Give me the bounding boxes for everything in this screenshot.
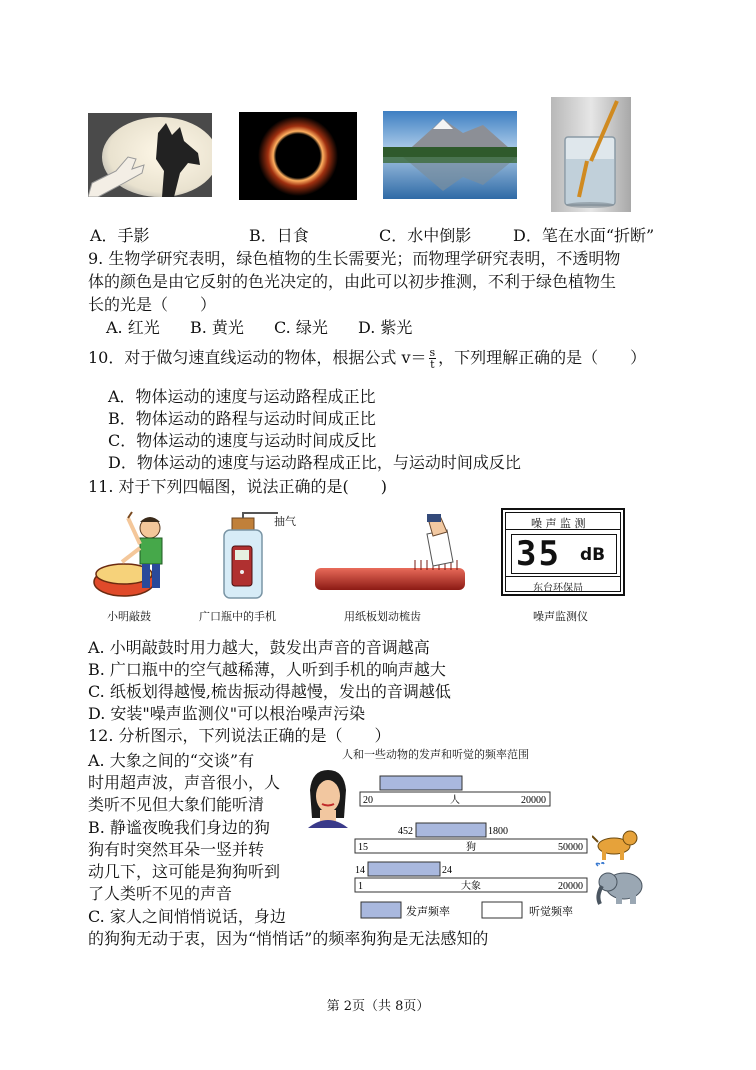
q11-option-d: D. 安装"噪声监测仪"可以根治噪声污染 [88,704,366,723]
chart-title: 人和一些动物的发声和听觉的频率范围 [342,748,529,761]
row-name-label: 大象 [461,881,481,892]
q9-line-3: 长的光是（ ） [88,295,217,314]
q8-option-c: C．水中倒影 [379,226,472,245]
noise-meter [501,508,625,596]
q12-line-2: 时用超声波，声音很小，人 [88,773,281,792]
hear-min-label: 15 [358,842,368,853]
q12-line-1: A. 大象之间的“交谈”有 [88,751,255,770]
row-name-label: 狗 [466,842,476,853]
q10-stem-suffix: ，下列理解正确的是（ ） [438,348,647,367]
noise-meter-footer: 东台环保局 [533,583,583,594]
q9-option-b: B. 黄光 [190,318,244,337]
q8-option-d: D．笔在水面“折断” [513,226,655,245]
q8-option-a: A．手影 [90,226,150,245]
q10-option-c: C．物体运动的速度与运动时间成反比 [108,431,377,450]
hear-min-label: 1 [358,881,363,892]
q12-line-3: 类听不见但大象们能听清 [88,795,265,814]
q9-line-2: 体的颜色是由它反射的色光决定的，由此可以初步推测，不利于绿色植物生 [88,272,617,291]
hear-min-label: 20 [363,795,373,806]
q9-option-c: C. 绿光 [274,318,328,337]
noise-meter-unit: dB [580,545,606,565]
frequency-chart [300,744,660,924]
noise-meter-value: 35 [516,534,561,574]
q11-option-b: B. 广口瓶中的空气越稀薄，人听到手机的响声越大 [88,660,446,679]
q12-stem: 12. 分析图示，下列说法正确的是（ ） [88,726,391,745]
q12-line-8: C. 家人之间悄悄说话，身边 [88,907,286,926]
q10-stem [88,347,646,370]
boy-drum-image [92,510,177,602]
voice-min-label: 452 [398,826,413,837]
voice-min-label: 14 [355,865,365,876]
water-reflection-image [383,111,517,199]
q12-line-9: 的狗狗无动于衷，因为“悄悄话”的频率狗狗是无法感知的 [88,929,489,948]
noise-meter-title: 噪 声 监 测 [531,517,586,530]
hear-max-label: 20000 [521,795,546,806]
q9-line-1: 9. 生物学研究表明，绿色植物的生长需要光；而物理学研究表明，不透明物 [88,249,621,268]
noise-meter-display [511,534,617,574]
q12-line-4: B. 静谧夜晚我们身边的狗 [88,818,270,837]
voice-max-label: 1800 [488,826,508,837]
q10-stem-prefix: 10．对于做匀速直线运动的物体，根据公式 v＝ [88,348,427,367]
caption-boy-drum: 小明敲鼓 [107,610,151,623]
q9-option-d: D. 紫光 [358,318,413,337]
q10-option-b: B．物体运动的路程与运动时间成正比 [108,409,376,428]
voice-range-bar [368,862,440,876]
q12-line-5: 狗有时突然耳朵一竖并转 [88,840,265,859]
q8-option-b: B．日食 [249,226,309,245]
q11-stem: 11. 对于下列四幅图，说法正确的是( ) [88,477,388,496]
caption-comb-card: 用纸板划动梳齿 [344,610,421,623]
voice-range-bar [416,823,486,837]
legend-voice-label: 发声频率 [406,905,450,918]
row-name-label: 人 [450,795,460,806]
hear-max-label: 50000 [558,842,583,853]
hear-max-label: 20000 [558,881,583,892]
q12-line-6: 动几下，这可能是狗狗听到 [88,862,281,881]
q10-option-d: D．物体运动的速度与运动路程成正比，与运动时间成反比 [108,453,521,472]
caption-jar-phone: 广口瓶中的手机 [199,610,276,623]
caption-noise-meter: 噪声监测仪 [533,610,588,623]
q10-option-a: A．物体运动的速度与运动路程成正比 [108,387,376,406]
velocity-formula [429,347,437,370]
formula-numerator: s [429,346,436,359]
chart-svg [300,744,660,924]
comb-card-image [315,512,467,596]
legend-voice-swatch [361,902,401,918]
q12-line-7: 了人类听不见的声音 [88,884,233,903]
legend-hear-label: 听觉频率 [529,905,573,918]
q9-option-a: A. 红光 [106,318,160,337]
pencil-in-water-image [551,97,631,212]
voice-range-bar [380,776,462,790]
legend-hear-swatch [482,902,522,918]
q11-option-c: C. 纸板划得越慢,梳齿振动得越慢，发出的音调越低 [88,682,451,701]
formula-denominator: t [430,358,435,371]
pump-label: 抽气 [274,515,296,528]
voice-max-label: 24 [442,865,452,876]
q11-option-a: A. 小明敲鼓时用力越大，鼓发出声音的音调越高 [88,638,430,657]
hand-shadow-image [88,113,212,197]
page-footer: 第 2页（共 8页） [326,999,430,1014]
solar-eclipse-image [239,112,357,200]
